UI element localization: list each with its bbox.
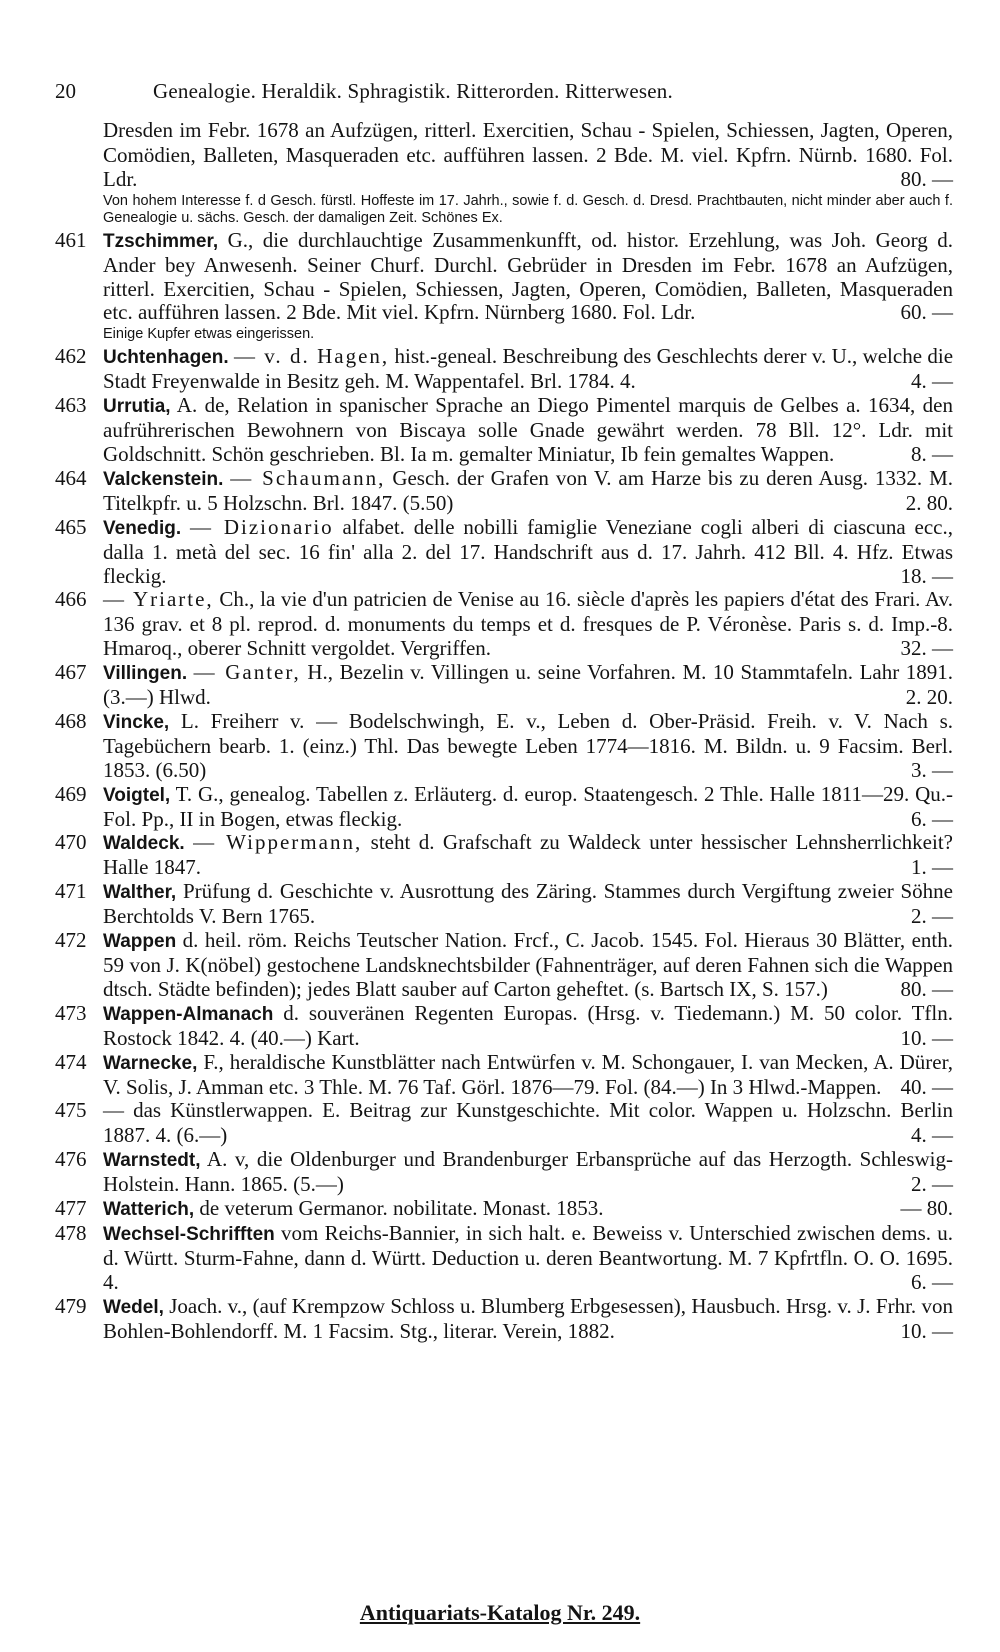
entry-author: — Ganter, [193,660,301,685]
catalog-entries [55,119,953,1344]
entry-note: Einige Kupfer etwas eingerissen. [103,326,315,343]
entry-price: 2. — [911,1172,953,1197]
catalog-entry [55,661,953,710]
entry-heading: Tzschimmer, [103,230,219,252]
entry-price: — 80. [900,1196,953,1221]
entry-heading: Uchtenhagen. [103,347,229,369]
entry-price: 80. — [900,166,953,191]
entry-price: 80. — [900,976,953,1001]
entry-heading: Watterich, [103,1199,195,1221]
entry-text: H., Bezelin v. Villingen u. seine Vorfahren. M. 10 Stammtafeln. Lahr 1891. (3.—) Hlwd. [103,660,954,710]
entry-price: 18. — [900,563,953,588]
catalog-entry [55,467,953,516]
entry-number: 479 [55,1293,87,1318]
entry-number: 475 [55,1098,87,1123]
entry-price: 40. — [900,1074,953,1099]
catalog-entry [55,1222,953,1295]
entry-number: 463 [55,393,87,418]
entry-number: 472 [55,928,87,953]
entry-author: — Schaumann, [230,465,386,490]
entry-number: 476 [55,1147,87,1172]
entry-text: alfabet. delle nobilli famiglie Veneziane cogli alberi di ciascuna ecc., dalla 1. metà del sec. 16 fin' alla 2. del 17. Handschrift aus d. 17. Jahrh. 412 Bll. 4. Hfz. Etwas fleckig. [103,514,954,588]
entry-heading: Vincke, [103,711,170,733]
catalog-entry [55,929,953,1002]
entry-text: — das Künstlerwappen. E. Beitrag zur Kunstgeschichte. Mit color. Wappen u. Holzschn. Berlin 1887. 4. (6.—) [103,1098,953,1148]
catalog-entry [55,229,953,344]
entry-price: 2. 20. [905,685,953,710]
entry-price: 6. — [911,1269,953,1294]
entry-author: — Yriarte, [103,587,214,612]
entry-number: 471 [55,879,87,904]
entry-price: 60. — [900,300,953,325]
entry-number: 468 [55,708,87,733]
entry-heading: Wechsel-Schrifften [103,1223,275,1245]
entry-author: — Dizionario [190,514,334,539]
entry-heading: Voigtel, [103,784,171,806]
catalog-entry [55,880,953,929]
entry-text: A. de, Relation in spanischer Sprache an Diego Pimentel marquis de Gelbes a. 1634, den aufrührerischen Bewohnern von Biscaya solle Gnade gewährt werden. 78 Bll. 12°. Ldr. mit Goldschnitt. Schön geschrieben. Bl. Ia m. gemalter Miniatur, Ib fein gemaltes Wappen. [103,393,953,466]
entry-number: 467 [55,660,87,685]
catalog-entry [55,394,953,467]
entry-text: Prüfung d. Geschichte v. Ausrottung des Zäring. Stammes durch Vergiftung zweier Söhne Berchtolds V. Bern 1765. [103,879,953,929]
catalog-entry [55,516,953,589]
entry-heading: Venedig. [103,517,182,539]
entry-price: 6. — [911,806,953,831]
entry-number: 477 [55,1196,87,1221]
catalog-entry [55,1051,953,1100]
running-title: Genealogie. Heraldik. Sphragistik. Ritterorden. Ritterwesen. [153,79,673,103]
entry-number: 478 [55,1220,87,1245]
entry-number: 465 [55,514,87,539]
entry-number: 474 [55,1049,87,1074]
entry-text: vom Reichs-Bannier, in sich halt. e. Beweiss v. Unterschied zwischen dems. u. d. Württ. Sturm-Fahne, dann d. Württ. Deduction u. deren Beantwortung. M. 7 Kpfrtfln. O. O. 1695. 4. [103,1220,953,1294]
entry-text: Ch., la vie d'un patricien de Venise au 16. siècle d'après les papiers d'état des Frari. Av. 136 grav. et 8 pl. reprod. d. monuments du temps et d. fresques de P. Véronèse. Paris s. d. Imp.-8. Hmaroq., oberer Schnitt vergoldet. Vergriffen. [103,587,954,661]
catalog-entry [55,710,953,783]
entry-author: — Wippermann, [193,830,363,855]
entry-price: 3. — [911,757,953,782]
entry-text: F., heraldische Kunstblätter nach Entwürfen v. M. Schongauer, I. van Mecken, A. Dürer, V. Solis, J. Amman etc. 3 Thle. M. 76 Taf. Görl. 1876—79. Fol. (84.—) In 3 Hlwd.-Mappen. [103,1049,953,1099]
entry-number: 462 [55,344,87,369]
catalog-entry [55,588,953,661]
entry-heading: Warnstedt, [103,1150,201,1172]
entry-author: — v. d. Hagen, [233,344,390,369]
entry-price: 32. — [900,636,953,661]
entry-heading: Urrutia, [103,396,171,418]
entry-text: T. G., genealog. Tabellen z. Erläuterg. d. europ. Staatengesch. 2 Thle. Halle 1811—29. Qu.-Fol. Pp., II in Bogen, etwas fleckig. [103,781,953,831]
entry-text: d. souveränen Regenten Europas. (Hrsg. v. Tiedemann.) M. 50 color. Tfln. Rostock 1842. 4. (40.—) Kart. [103,1000,954,1050]
entry-heading: Villingen. [103,663,188,685]
catalog-entry [55,1099,953,1148]
entry-number: 469 [55,781,87,806]
entry-text: A. v, die Oldenburger und Brandenburger Erbansprüche auf das Herzogth. Schleswig-Holstein. Hann. 1865. (5.—) [103,1147,953,1197]
catalog-entry [55,783,953,832]
entry-price: 2. — [911,904,953,929]
entry-heading: Wedel, [103,1296,164,1318]
catalog-entry [55,1002,953,1051]
page-header [55,76,930,106]
entry-number: 470 [55,830,87,855]
entry-price: 4. — [911,1123,953,1148]
entry-price: 8. — [911,441,953,466]
catalog-entry [55,1295,953,1344]
entry-heading: Waldeck. [103,833,185,855]
catalog-entry [55,831,953,880]
entry-text: d. heil. röm. Reichs Teutscher Nation. Frcf., C. Jacob. 1545. Fol. Hieraus 30 Blätter, enth. 59 von J. K(nöbel) gestochene Landsknechtsbilder (Fahnenträger, auf deren Fahnen sich die Wappen dtsch. Städte befinden); jedes Blatt sauber auf Carton geheftet. (s. Bartsch IX, S. 157.) [103,928,953,1001]
entry-number: 466 [55,587,87,612]
entry-heading: Warnecke, [103,1052,198,1074]
catalog-footer: Antiquariats-Katalog Nr. 249. [359,1600,641,1625]
entry-price: 10. — [900,1025,953,1050]
entry-text: L. Freiherr v. — Bodelschwingh, E. v., Leben d. Ober-Präsid. Freih. v. V. Nach s. Tagebüchern bearb. 1. (einz.) Thl. Das bewegte Leben 1774—1816. M. Bildn. u. 9 Facsim. Berl. 1853. (6.50) [103,708,953,782]
catalog-entry [55,1197,953,1222]
entry-heading: Wappen [103,931,177,953]
entry-heading: Wappen-Almanach [103,1003,274,1025]
entry-text: de veterum Germanor. nobilitate. Monast. 1853. [199,1196,604,1221]
entry-text: hist.-geneal. Beschreibung des Geschlechts derer v. U., welche die Stadt Freyenwalde in Besitz geh. M. Wappentafel. Brl. 1784. 4. [103,344,954,394]
entry-text: Joach. v., (auf Krempzow Schloss u. Blumberg Erbgesessen), Hausbuch. Hrsg. v. J. Frhr. von Bohlen-Bohlendorff. M. 1 Facsim. Stg., literar. Verein, 1882. [103,1293,953,1343]
entry-text: steht d. Grafschaft zu Waldeck unter hessischer Lehnsherrlichkeit? Halle 1847. [103,830,953,880]
catalog-entry [55,345,953,394]
entry-price: 10. — [900,1318,953,1343]
catalog-entry [55,119,953,227]
entry-text: G., die durchlauchtige Zusammenkunfft, od. histor. Erzehlung, was Joh. Georg d. Ander bey Anwesenh. Seiner Churf. Durchl. Gebrüder in Dresden im Febr. 1678 an Aufzügen, ritterl. Exercitien, Schau - Spielen, Schiessen, Jagten, Operen, Comödien, Balleten, Masqueraden etc. aufführen lassen. 2 Bde. Mit viel. Kpfrn. Nürnberg 1680. Fol. Ldr. [103,227,953,325]
page-number: 20 [55,79,76,103]
entry-heading: Walther, [103,882,177,904]
entry-number: 461 [55,227,87,252]
entry-number: 473 [55,1000,87,1025]
entry-note: Von hohem Interesse f. d Gesch. fürstl. Hoffeste im 17. Jahrh., sowie f. d. Gesch. d. Dresd. Prachtbauten, nicht minder aber auch f. Genealogie u. sächs. Gesch. der damaligen Zeit. Schönes Ex. [103,192,953,226]
catalog-entry [55,1148,953,1197]
entry-text: Dresden im Febr. 1678 an Aufzügen, ritterl. Exercitien, Schau - Spielen, Schiessen, Jagten, Operen, Comödien, Balleten, Masqueraden etc. aufführen lassen. 2 Bde. M. viel. Kpfrn. Nürnb. 1680. Fol. Ldr. [103,118,953,191]
entry-text: Gesch. der Grafen von V. am Harze bis zu deren Ausg. 1332. M. Titelkpfr. u. 5 Holzschn. Brl. 1847. (5.50) [103,465,953,515]
entry-price: 2. 80. [905,490,953,515]
entry-price: 1. — [911,855,953,880]
entry-number: 464 [55,465,87,490]
entry-price: 4. — [911,369,953,394]
entry-heading: Valckenstein. [103,468,224,490]
